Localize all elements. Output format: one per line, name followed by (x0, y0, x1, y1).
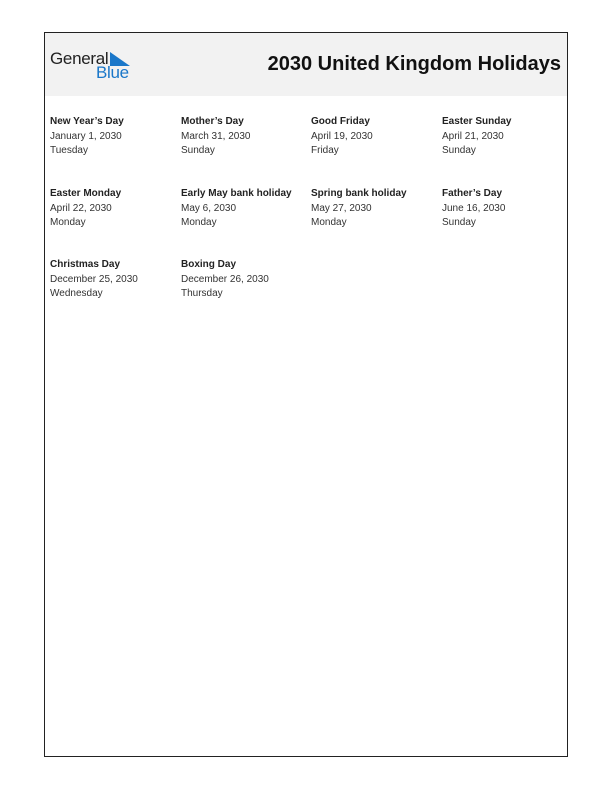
holiday-date: April 22, 2030 (50, 202, 112, 214)
generalblue-logo (50, 49, 140, 83)
holiday-weekday: Wednesday (50, 288, 103, 299)
holiday-date: April 21, 2030 (442, 130, 504, 142)
holiday-item (181, 258, 309, 302)
holiday-date: April 19, 2030 (311, 130, 373, 142)
page-header (45, 33, 567, 96)
holiday-date: December 26, 2030 (181, 273, 269, 285)
holiday-weekday: Tuesday (50, 145, 88, 156)
holiday-weekday: Monday (181, 217, 217, 228)
holiday-date: January 1, 2030 (50, 130, 122, 142)
holiday-name: New Year’s Day (50, 116, 124, 127)
holiday-weekday: Monday (50, 217, 86, 228)
holiday-date: May 27, 2030 (311, 202, 372, 214)
holiday-date: March 31, 2030 (181, 130, 251, 142)
holiday-item (442, 115, 570, 159)
holiday-item (442, 187, 570, 231)
document-page (44, 32, 568, 757)
holiday-name: Christmas Day (50, 259, 121, 270)
holiday-date: December 25, 2030 (50, 273, 138, 285)
holiday-item (50, 115, 178, 159)
holiday-weekday: Thursday (181, 288, 223, 299)
holiday-weekday: Sunday (442, 217, 476, 228)
holiday-name: Good Friday (311, 116, 370, 127)
holiday-name: Mother’s Day (181, 116, 244, 127)
page-title: 2030 United Kingdom Holidays (267, 53, 561, 75)
holiday-weekday: Sunday (181, 145, 215, 156)
holiday-item (50, 187, 178, 231)
holiday-item (50, 258, 178, 302)
holiday-name: Easter Monday (50, 188, 122, 199)
holiday-date: May 6, 2030 (181, 202, 237, 214)
holiday-item (311, 187, 439, 231)
holiday-name: Father’s Day (442, 188, 503, 199)
logo-word-general: General (50, 49, 109, 68)
holiday-weekday: Sunday (442, 145, 476, 156)
holiday-name: Spring bank holiday (311, 188, 407, 199)
holiday-name: Early May bank holiday (181, 188, 292, 199)
holiday-item (181, 115, 309, 159)
holiday-weekday: Monday (311, 217, 347, 228)
holiday-item (311, 115, 439, 159)
logo-word-blue: Blue (96, 63, 129, 82)
holiday-name: Easter Sunday (442, 116, 512, 127)
holiday-name: Boxing Day (181, 259, 237, 270)
holiday-weekday: Friday (311, 145, 339, 156)
holiday-item (181, 187, 309, 231)
holiday-date: June 16, 2030 (442, 202, 506, 214)
